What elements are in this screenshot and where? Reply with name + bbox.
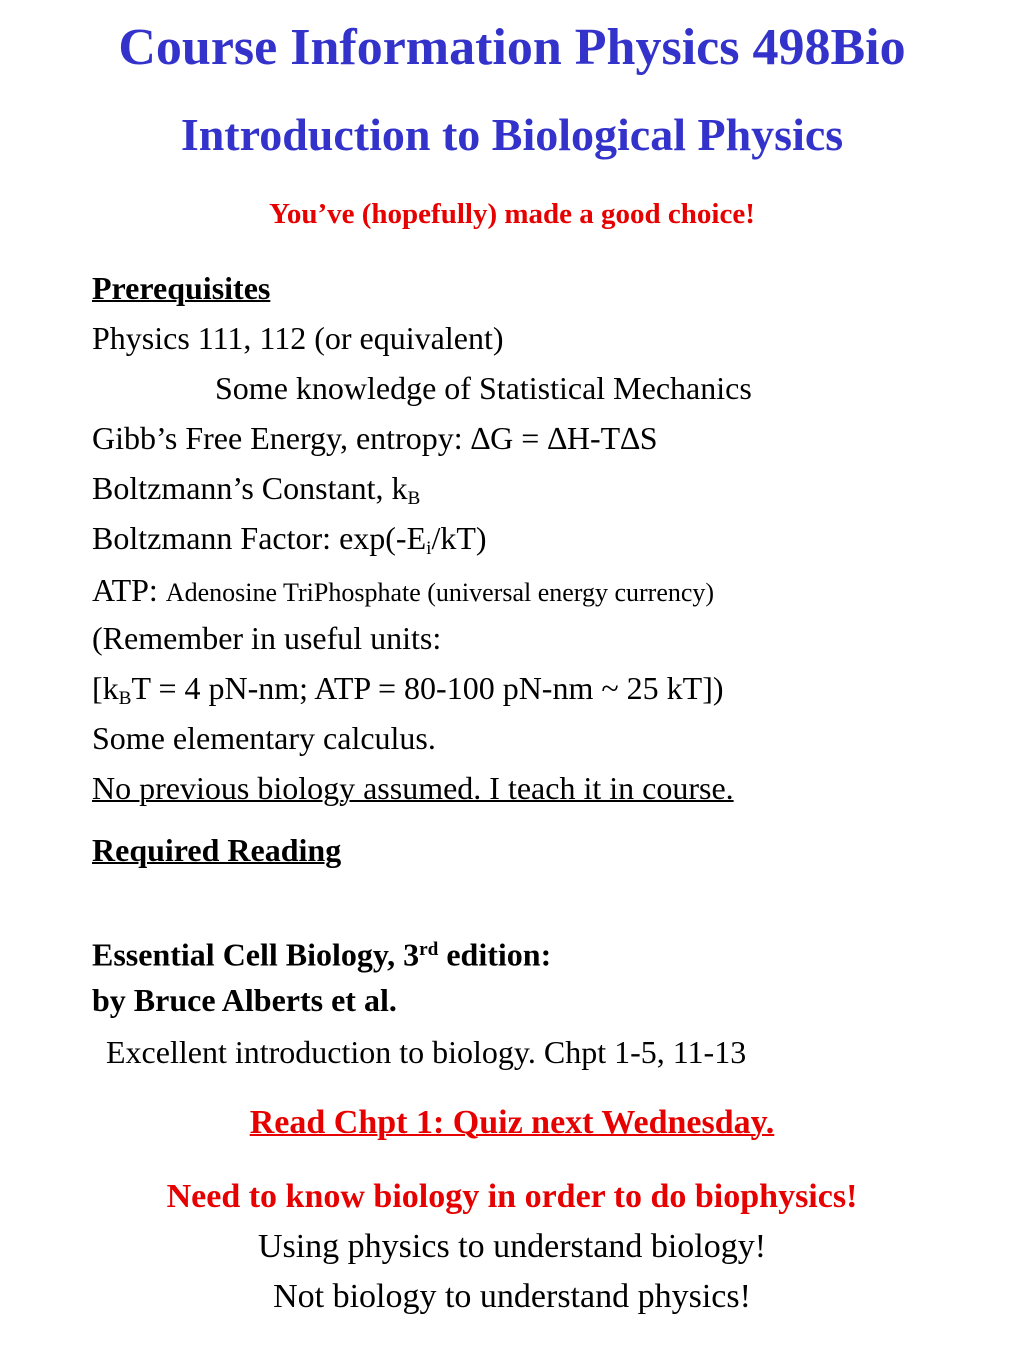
prerequisite-line: [92, 518, 487, 569]
atp-description: Adenosine TriPhosphate (universal energy currency): [165, 578, 715, 607]
units-text: [k: [92, 670, 119, 706]
prerequisite-line: Physics 111, 112 (or equivalent): [92, 320, 504, 356]
prerequisite-line: (Remember in useful units:: [92, 620, 442, 656]
subscript: B: [407, 487, 421, 509]
prerequisite-line: [92, 570, 714, 613]
book-author: by Bruce Alberts et al.: [92, 982, 397, 1018]
required-reading-heading: Required Reading: [92, 832, 342, 868]
book-note: Excellent introduction to biology. Chpt 1-5, 11-13: [106, 1034, 747, 1070]
book-title: [92, 930, 551, 975]
prerequisite-line: [92, 468, 420, 519]
book-edition-text: edition:: [438, 936, 552, 973]
prerequisite-line: No previous biology assumed. I teach it in course.: [92, 770, 734, 806]
subscript: B: [118, 687, 132, 709]
book-title-text: Essential Cell Biology, 3: [92, 936, 420, 973]
closing-emphasis: Need to know biology in order to do biophysics!: [166, 1178, 858, 1215]
subscript: i: [426, 537, 432, 559]
atp-label: ATP:: [92, 572, 166, 608]
page-title: Course Information Physics 498Bio: [118, 19, 906, 76]
boltzmann-factor-text: Boltzmann Factor: exp(-E: [92, 520, 427, 556]
prerequisites-heading: Prerequisites: [92, 270, 271, 306]
prerequisite-line: Some elementary calculus.: [92, 720, 436, 756]
closing-line: Not biology to understand physics!: [273, 1278, 751, 1315]
closing-line: Using physics to understand biology!: [257, 1228, 767, 1265]
superscript: rd: [419, 939, 439, 960]
boltzmann-constant-text: Boltzmann’s Constant, k: [92, 470, 408, 506]
tagline: You’ve (hopefully) made a good choice!: [269, 198, 755, 230]
prerequisite-line: Gibb’s Free Energy, entropy: ∆G = ∆H-T∆S: [92, 420, 658, 456]
boltzmann-factor-tail: /kT): [431, 520, 487, 556]
page-subtitle: Introduction to Biological Physics: [180, 109, 844, 160]
prerequisite-line: [92, 668, 724, 719]
quiz-notice: Read Chpt 1: Quiz next Wednesday.: [249, 1104, 775, 1141]
units-tail: T = 4 pN-nm; ATP = 80-100 pN-nm ~ 25 kT]): [131, 670, 724, 706]
prerequisite-line: Some knowledge of Statistical Mechanics: [215, 370, 752, 406]
